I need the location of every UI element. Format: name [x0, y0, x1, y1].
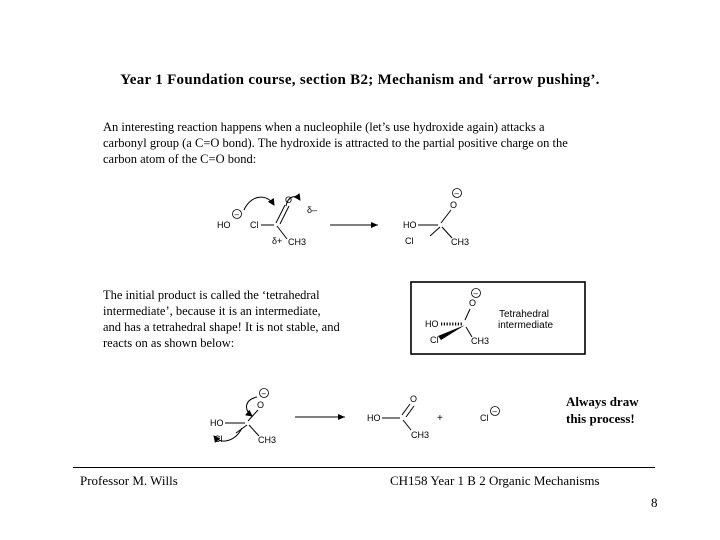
intermediate-line-3: and has a tetrahedral shape! It is not stable, and	[103, 320, 340, 334]
intermediate-line-1: The initial product is called the ‘tetrahedral	[103, 288, 320, 302]
ch3-label: CH3	[451, 237, 470, 247]
o-label: O	[257, 400, 265, 410]
delta-minus-label: δ–	[307, 205, 318, 215]
curly-arrow-attack	[244, 197, 274, 210]
ho-label: HO	[367, 413, 381, 423]
intro-line-3: carbon atom of the C=O bond:	[103, 152, 257, 166]
final-products	[367, 394, 500, 440]
tetrahedral-product	[403, 189, 469, 248]
footer-divider	[73, 467, 655, 468]
ho-label: HO	[403, 220, 417, 230]
cl-label: Cl	[214, 434, 223, 444]
c-o-bond	[248, 410, 258, 421]
intermediate-line-4: reacts on as shown below:	[103, 336, 235, 350]
negative-charge-sign: –	[234, 210, 239, 219]
c-o-bond-2	[280, 206, 289, 224]
ho-label: HO	[425, 319, 439, 329]
ch3-label: CH3	[288, 237, 307, 247]
chloride-label: Cl	[480, 413, 489, 423]
negative-charge-sign: –	[473, 289, 478, 298]
intro-line-2: carbonyl group (a C=O bond). The hydroxide is attracted to the partial positive charge on the	[103, 136, 568, 150]
footer-course: CH158 Year 1 B 2 Organic Mechanisms	[390, 473, 600, 488]
cl-label: Cl	[430, 335, 439, 345]
collapsing-intermediate	[210, 389, 276, 446]
ch3-label: CH3	[258, 435, 277, 445]
intermediate-line-2: intermediate’, because it is an intermediate,	[103, 304, 321, 318]
cl-label: Cl	[405, 236, 414, 246]
ch3-label: CH3	[471, 336, 490, 346]
callout-line-2: this process!	[566, 411, 635, 426]
negative-charge-sign: –	[261, 389, 266, 398]
tetrahedral-label-1: Tetrahedral	[499, 309, 550, 320]
o-label: O	[469, 298, 477, 308]
tetrahedral-label-2: intermediate	[498, 320, 554, 331]
o-label: O	[450, 200, 458, 210]
c-o-bond-1	[276, 205, 285, 223]
page-number: 8	[651, 495, 658, 510]
o-label: O	[285, 195, 293, 205]
intro-line-1: An interesting reaction happens when a nucleophile (let’s use hydroxide again) attacks a	[103, 120, 545, 134]
ch3-label: CH3	[411, 430, 430, 440]
negative-charge-sign: –	[492, 407, 497, 416]
slide-title: Year 1 Foundation course, section B2; Mechanism and ‘arrow pushing’.	[120, 72, 600, 88]
footer-author: Professor M. Wills	[80, 473, 178, 488]
ho-label: HO	[210, 418, 224, 428]
cl-label: Cl	[250, 220, 259, 230]
plus-sign: +	[437, 413, 443, 424]
callout-line-1: Always draw	[566, 394, 639, 409]
c-cl-bond	[430, 227, 440, 236]
negative-charge-sign: –	[454, 189, 459, 198]
reactant-molecule	[217, 195, 317, 247]
ho-label: HO	[217, 220, 231, 230]
o-label: O	[410, 394, 418, 404]
delta-plus-label: δ+	[272, 236, 283, 246]
tetrahedral-intermediate-box	[411, 282, 585, 354]
c-o-bond	[441, 210, 451, 223]
c-ch3-bond	[403, 420, 411, 430]
